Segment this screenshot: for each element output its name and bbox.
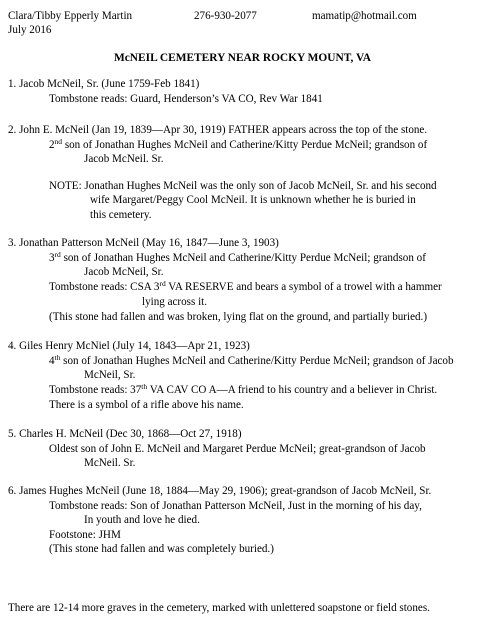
page-title: McNEIL CEMETERY NEAR ROCKY MOUNT, VA xyxy=(114,52,371,64)
entry-5-heading: 5. Charles H. McNeil (Dec 30, 1868—Oct 27, 1918) xyxy=(8,428,242,440)
footer-note: There are 12-14 more graves in the cemetery, marked with unlettered soapstone or field stones. xyxy=(8,602,430,614)
entry-3-line1: 3rd son of Jonathan Hughes McNeil and Catherine/Kitty Perdue McNeil; grandson of xyxy=(49,250,426,264)
entry-6-note: (This stone had fallen and was completely buried.) xyxy=(49,543,274,555)
entry-6-footstone: Footstone: JHM xyxy=(49,529,121,541)
entry-3-line2: Jacob McNeil, Sr. xyxy=(84,266,164,278)
entry-3-note: (This stone had fallen and was broken, lying flat on the ground, and partially buried.) xyxy=(49,311,428,323)
entry-6-tombstone: Tombstone reads: Son of Jonathan Patterson McNeil, Just in the morning of his day, xyxy=(49,500,422,512)
entry-1-tombstone: Tombstone reads: Guard, Henderson’s VA CO, Rev War 1841 xyxy=(49,93,323,105)
entry-2-note-line1: NOTE: Jonathan Hughes McNeil was the only son of Jacob McNeil, Sr. and his second xyxy=(49,180,437,192)
entry-3-tombstone: Tombstone reads: CSA 3rd VA RESERVE and bears a symbol of a trowel with a hammer xyxy=(49,279,442,293)
entry-5-line2: McNeil. Sr. xyxy=(84,457,136,469)
phone-number: 276-930-2077 xyxy=(194,10,257,22)
entry-4-tombstone: Tombstone reads: 37th VA CAV CO A—A friend to his country and a believer in Christ. xyxy=(49,382,438,396)
entry-4-line2: McNeil, Sr. xyxy=(84,369,136,381)
entry-6-tombstone-cont: In youth and love he died. xyxy=(84,514,200,526)
entry-2-note-line2: wife Margaret/Peggy Cool McNeil. It is unknown whether he is buried in xyxy=(90,194,416,206)
entry-1-heading: 1. Jacob McNeil, Sr. (June 1759-Feb 1841) xyxy=(8,78,200,90)
document-date: July 2016 xyxy=(8,24,52,36)
entry-2-note-line3: this cemetery. xyxy=(90,209,152,221)
entry-3-heading: 3. Jonathan Patterson McNeil (May 16, 1847—June 3, 1903) xyxy=(8,237,279,249)
entry-4-tombstone-cont: There is a symbol of a rifle above his name. xyxy=(49,399,244,411)
entry-2-line2: Jacob McNeil. Sr. xyxy=(84,153,164,165)
entry-6-heading: 6. James Hughes McNeil (June 18, 1884—May 29, 1906); great-grandson of Jacob McNeil, Sr. xyxy=(8,485,432,497)
entry-2-line1: 2nd son of Jonathan Hughes McNeil and Catherine/Kitty Perdue McNeil; grandson of xyxy=(49,137,428,151)
author-name: Clara/Tibby Epperly Martin xyxy=(8,10,133,22)
entry-3-tombstone-cont: lying across it. xyxy=(142,296,208,308)
email-address: mamatip@hotmail.com xyxy=(312,10,417,22)
entry-4-line1: 4th son of Jonathan Hughes McNeil and Catherine/Kitty Perdue McNeil; grandson of Jacob xyxy=(49,353,454,367)
entry-2-heading: 2. John E. McNeil (Jan 19, 1839—Apr 30, 1919) FATHER appears across the top of the stone. xyxy=(8,124,428,136)
entry-4-heading: 4. Giles Henry McNiel (July 14, 1843—Apr 21, 1923) xyxy=(8,340,250,352)
entry-5-line1: Oldest son of John E. McNeil and Margaret Perdue McNeil; great-grandson of Jacob xyxy=(49,443,426,455)
